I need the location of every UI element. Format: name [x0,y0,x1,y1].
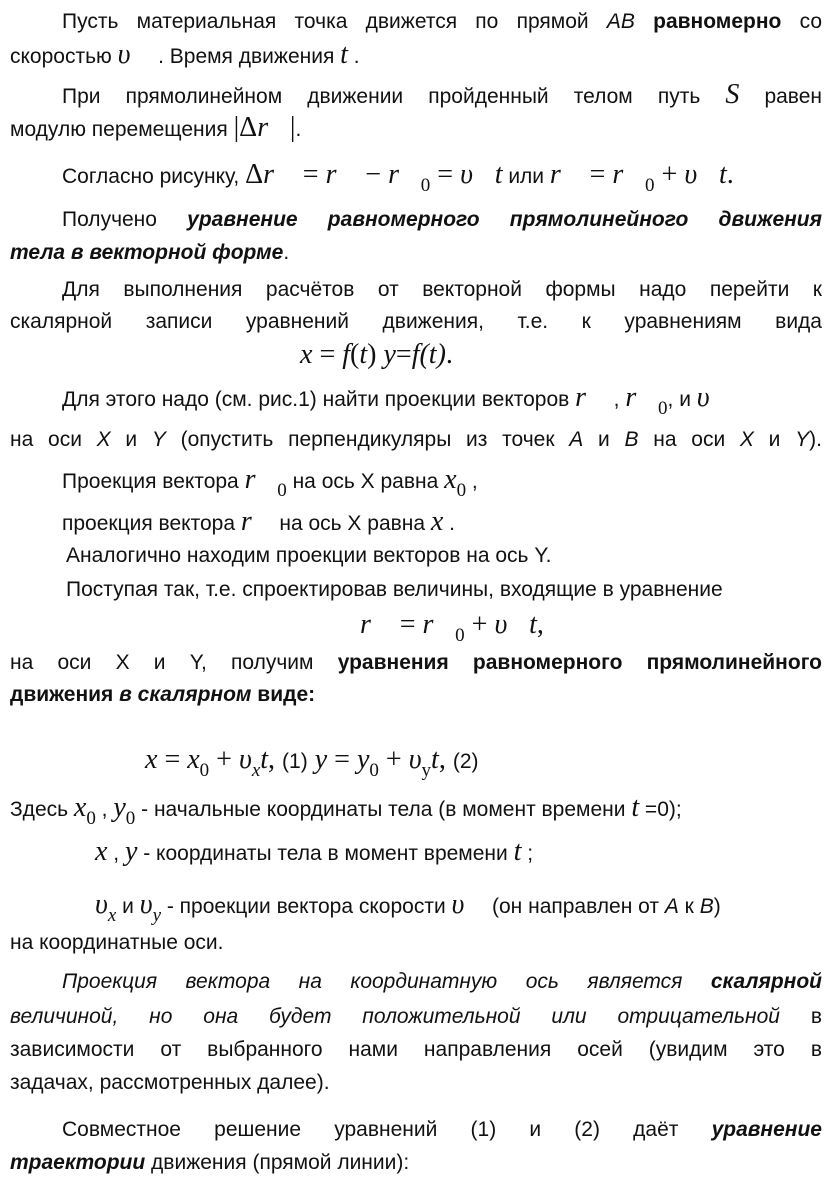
math-fragment: 0 [199,760,210,781]
math-fragment: + [378,744,409,775]
math-fragment: |Δ [233,112,258,143]
text-fragment: уравнение равномерного прямолинейного движения [187,208,822,231]
math-fragment: υ [95,889,108,920]
text-fragment: . [295,118,302,141]
math-fragment: t [340,39,348,70]
text-fragment: X [739,428,754,451]
math-fragment: x [444,464,457,495]
math-fragment: x [300,339,313,370]
text-line [300,338,453,372]
math-fragment: + [209,744,239,775]
math-fragment: = [392,609,423,640]
text-fragment: на оси X и Y, получим [10,651,338,674]
text-line [62,381,732,419]
text-fragment: Y [795,428,810,451]
math-fragment: υ⃗t [684,159,727,190]
math-fragment: t [513,836,522,867]
text-fragment: - проекции вектора скорости [161,895,452,918]
math-fragment: r⃗ [240,506,274,537]
math-fragment: x [251,760,261,781]
text-fragment: и [583,428,625,451]
text-fragment: Проекция вектора на координатную ось является [62,970,711,993]
math-fragment: f(t) [411,339,446,370]
text-fragment: на оси [638,428,740,451]
text-fragment: скалярной [710,970,822,993]
math-fragment: r⃗ [263,159,296,190]
text-fragment: . [443,512,456,535]
text-fragment: =0); [639,798,682,821]
text-line [10,1033,822,1067]
math-fragment: r⃗ [422,609,456,640]
math-fragment: , [268,744,283,775]
text-line [62,158,734,196]
text-fragment: Здесь [10,798,74,821]
text-fragment: (он направлен от [486,895,665,918]
math-fragment: 0 [277,480,287,501]
text-line [62,965,822,999]
math-fragment: x [95,836,108,867]
math-fragment [308,744,315,775]
math-fragment: t [431,744,439,775]
math-fragment: y [113,792,126,823]
math-fragment: r⃗ [244,464,278,495]
math-fragment: x [145,744,158,775]
text-fragment: скоростью [10,45,118,68]
text-fragment: (1) [282,750,308,773]
math-fragment: S [725,79,740,110]
math-fragment: x [430,506,444,537]
text-fragment: A [569,428,584,451]
text-fragment: A [664,895,679,918]
text-line [10,678,315,712]
text-fragment: ; [521,842,534,865]
text-fragment: Поступая так, т.е. спроектировав величины, входящие в уравнение [66,578,723,601]
math-fragment: = [157,744,188,775]
text-fragment: (2) [452,750,479,773]
text-line [10,423,822,457]
math-fragment: ) [367,339,384,370]
math-fragment: υ⃗ [696,382,732,413]
text-fragment: (опустить перпендикуляры из точек [165,428,570,451]
text-fragment: равен [739,85,823,108]
math-fragment: + [464,609,495,640]
math-fragment: = [582,159,613,190]
text-fragment: . Время движения [152,45,341,68]
text-fragment: на ось X равна [286,470,445,493]
text-fragment: , [607,388,626,411]
math-fragment: 0 [658,398,668,419]
text-fragment: задачах, рассмотренных далее). [10,1071,330,1094]
text-fragment: на оси [10,428,97,451]
text-fragment: уравнение [711,1118,822,1141]
text-fragment: Для выполнения расчётов от векторной формы надо перейти к [62,278,822,301]
text-line [10,646,822,680]
math-fragment: , [438,744,453,775]
text-fragment: X [96,428,111,451]
math-fragment: x [107,905,117,926]
text-fragment: или [502,165,550,188]
text-line [10,236,289,270]
text-line [10,305,822,339]
math-fragment: 0 [369,760,379,781]
text-fragment: траектории [10,1151,146,1174]
math-fragment: = [430,159,461,190]
text-line [62,5,822,39]
text-fragment: в скалярном [119,683,252,706]
math-fragment: t [631,792,640,823]
math-fragment: 0 [455,625,465,646]
math-fragment: t [359,339,368,370]
math-fragment: υ [408,744,422,775]
math-fragment: = [295,159,326,190]
math-fragment: | [289,112,296,143]
math-fragment: υ [139,889,153,920]
math-fragment: x [187,744,200,775]
text-line [95,835,533,869]
text-line [360,608,544,646]
text-fragment: равномерно [653,10,782,33]
math-fragment: r⃗ [549,159,583,190]
text-line [10,38,360,72]
text-line [62,505,455,539]
math-fragment: − [358,159,389,190]
text-fragment: на ось X равна [273,512,431,535]
text-fragment: . [347,45,360,68]
text-line [62,78,822,112]
math-fragment: + [654,159,685,190]
text-fragment: зависимости от выбранного нами направления осей (увидим это в [10,1038,822,1061]
math-fragment: = [312,339,343,370]
text-line [62,203,822,237]
text-fragment: виде: [251,683,316,706]
text-line [10,1066,330,1100]
math-fragment: υ⃗ [451,889,487,920]
math-fragment: = [327,744,357,775]
math-fragment: y [314,744,328,775]
text-fragment: к [678,895,700,918]
math-fragment: Δ [245,159,264,190]
math-fragment: υ [238,744,252,775]
text-fragment: . [283,241,290,264]
math-fragment: f [342,339,351,370]
math-fragment: r⃗ [625,382,659,413]
text-fragment: Получено [62,208,188,231]
text-fragment: При прямолинейном движении пройденный телом путь [62,85,726,108]
math-fragment: υ⃗t [494,609,537,640]
text-line [62,273,822,307]
math-fragment: x [73,792,87,823]
text-line [62,1113,822,1147]
math-fragment: , [536,609,544,640]
math-fragment: r⃗ [612,159,646,190]
text-fragment: Y [151,428,166,451]
math-fragment: r⃗ [575,382,608,413]
text-fragment: проекция вектора [62,512,241,535]
text-fragment: Согласно рисунку, [62,165,246,188]
text-fragment: Совместное решение уравнений (1) и (2) даёт [62,1118,712,1141]
math-fragment: r⃗ [360,609,393,640]
math-fragment: υ⃗ [117,39,153,70]
text-fragment: B [699,895,714,918]
math-fragment: 0 [125,808,136,829]
text-fragment: со [781,10,823,33]
text-fragment: на координатные оси. [10,931,224,954]
math-fragment: . [726,159,734,190]
text-fragment: , [107,842,125,865]
math-fragment: t [260,744,269,775]
math-fragment: y [152,905,161,926]
text-fragment: B [624,428,639,451]
text-fragment: - координаты тела в момент времени [137,842,514,865]
text-fragment: Проекция вектора [62,470,245,493]
math-fragment: r⃗ [325,159,359,190]
text-fragment: движения [10,683,120,706]
text-fragment: , [466,470,478,493]
text-line [66,539,551,573]
text-fragment: скалярной записи уравнений движения, т.е. к уравнениям вида [10,310,822,333]
text-fragment: , [95,798,114,821]
text-fragment: и [110,428,152,451]
text-fragment: - начальные координаты тела (в момент времени [135,798,632,821]
math-fragment: υ⃗t [460,159,503,190]
math-fragment: = [395,339,412,370]
text-fragment: Аналогично находим проекции векторов на ось Y. [66,544,552,567]
math-fragment: 0 [456,480,467,501]
text-line [95,888,721,926]
text-fragment: Для этого надо (см. рис.1) найти проекции векторов [62,388,576,411]
math-fragment: r⃗ [257,112,290,143]
text-line [10,791,682,829]
math-fragment: ( [350,339,360,370]
text-fragment: ) [713,895,721,918]
math-fragment: 0 [645,175,655,196]
text-line [145,743,479,781]
text-line [10,1000,822,1034]
math-fragment: y [421,760,432,781]
text-fragment: и [753,428,796,451]
text-fragment: , и [667,388,697,411]
math-fragment: y [356,744,370,775]
math-fragment: r⃗ [388,159,421,190]
math-fragment: y [383,339,396,370]
math-fragment: 0 [420,175,431,196]
text-fragment: ). [809,428,822,451]
text-line [66,573,723,607]
text-fragment: в [779,1005,822,1028]
text-line [10,1146,409,1180]
math-fragment: y [124,836,138,867]
text-fragment: и [116,895,140,918]
text-fragment: движения (прямой линии): [145,1151,410,1174]
text-fragment: Пусть материальная точка движется по прямой [62,10,607,33]
math-fragment: 0 [86,808,96,829]
text-fragment: AB [606,10,635,33]
text-line [10,111,301,145]
text-fragment: тела в векторной форме [10,241,284,264]
math-fragment: . [445,339,453,370]
text-fragment: уравнения равномерного прямолинейного [337,651,822,674]
text-fragment: величиной, но она будет положительной или отрицательной [10,1005,780,1028]
text-line [10,926,223,960]
text-line [62,463,478,501]
text-fragment [635,10,653,33]
text-fragment: модулю перемещения [10,118,234,141]
